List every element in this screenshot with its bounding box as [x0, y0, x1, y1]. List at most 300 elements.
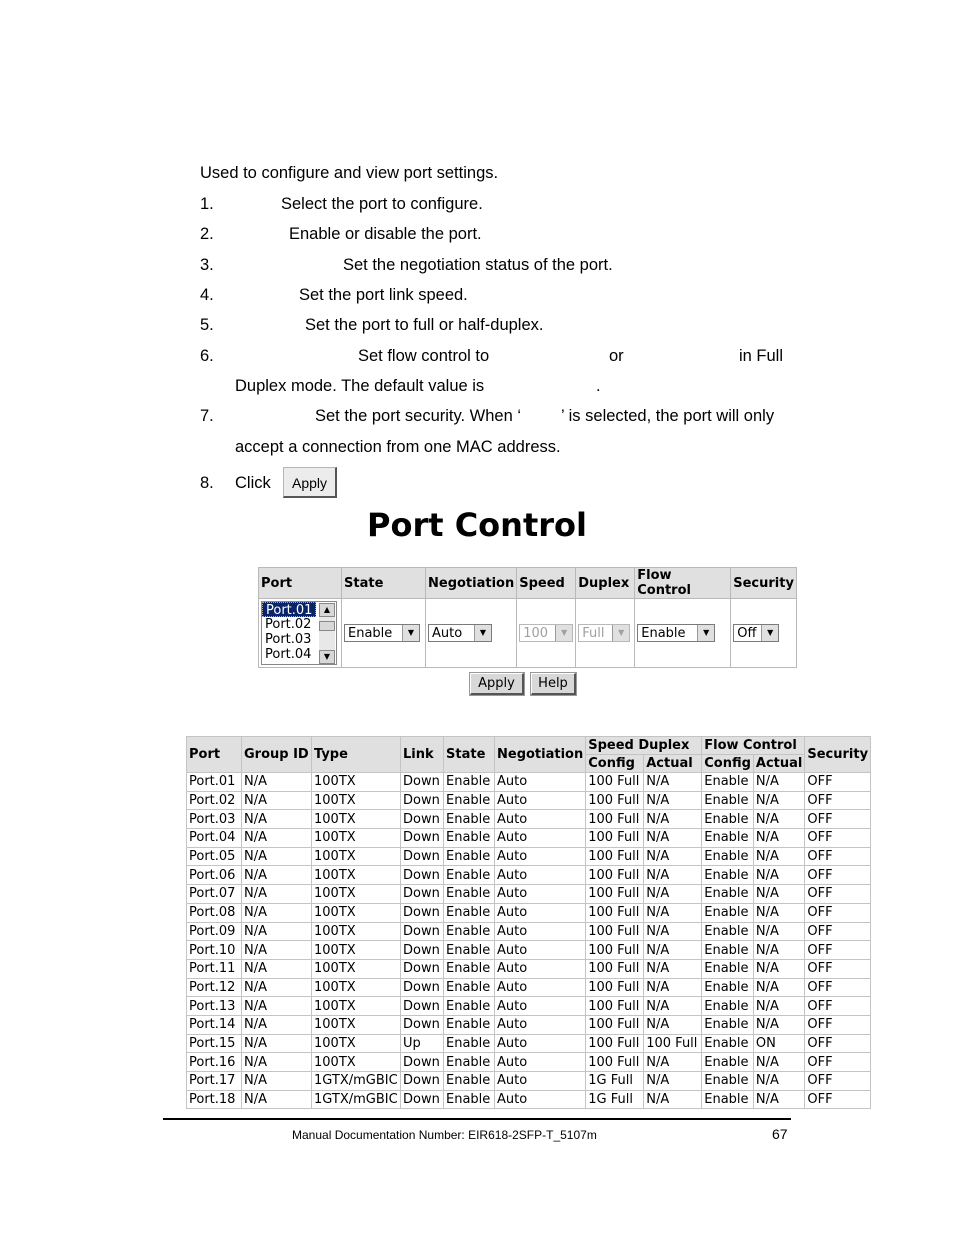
cell-port: Port.15 [187, 1034, 242, 1053]
chevron-down-icon[interactable]: ▼ [612, 625, 629, 641]
table-row [187, 847, 871, 866]
cell-security: OFF [805, 941, 871, 960]
step-5-number: 5. [200, 316, 214, 334]
speed-select-value: 100 [523, 625, 549, 641]
cell-speed-actual: N/A [644, 810, 702, 829]
cell-negotiation: Auto [495, 847, 586, 866]
step-3-text: Set the negotiation status of the port. [343, 256, 613, 274]
cell-speed-actual: N/A [644, 1053, 702, 1072]
port-option[interactable]: Port.04 [265, 647, 312, 662]
header-security: Security [731, 568, 797, 599]
cell-negotiation: Auto [495, 903, 586, 922]
step-7-number: 7. [200, 407, 214, 425]
cell-link: Down [401, 1072, 444, 1091]
cell-link: Down [401, 829, 444, 848]
security-cell [731, 599, 797, 668]
cell-group-id: N/A [242, 1053, 312, 1072]
table-row [187, 997, 871, 1016]
cell-state: Enable [444, 1072, 495, 1091]
cell-speed-config: 100 Full [586, 885, 644, 904]
cell-flow-config: Enable [702, 866, 754, 885]
cell-negotiation: Auto [495, 885, 586, 904]
cell-flow-config: Enable [702, 959, 754, 978]
cell-type: 100TX [312, 903, 401, 922]
intro-text: Used to configure and view port settings. [200, 164, 499, 182]
header-flow-control: Flow Control [635, 568, 731, 599]
cell-flow-actual: N/A [753, 1090, 804, 1109]
port-list-cell [259, 599, 342, 668]
cell-group-id: N/A [242, 791, 312, 810]
step-1-number: 1. [200, 195, 214, 213]
cell-security: OFF [805, 922, 871, 941]
cell-speed-config: 100 Full [586, 1053, 644, 1072]
cell-speed-config: 100 Full [586, 959, 644, 978]
cell-speed-config: 100 Full [586, 866, 644, 885]
cell-type: 100TX [312, 997, 401, 1016]
cell-speed-actual: N/A [644, 941, 702, 960]
step-4-number: 4. [200, 286, 214, 304]
cell-negotiation: Auto [495, 829, 586, 848]
step-4-text: Set the port link speed. [299, 286, 468, 304]
footer-divider [163, 1118, 791, 1120]
cell-state: Enable [444, 847, 495, 866]
cell-speed-actual: N/A [644, 959, 702, 978]
cell-negotiation: Auto [495, 773, 586, 792]
cell-group-id: N/A [242, 885, 312, 904]
cell-port: Port.11 [187, 959, 242, 978]
duplex-select[interactable] [578, 624, 630, 642]
apply-button[interactable]: Apply [470, 673, 524, 695]
table-row [187, 959, 871, 978]
cell-negotiation: Auto [495, 941, 586, 960]
cell-speed-config: 100 Full [586, 997, 644, 1016]
cell-flow-actual: N/A [753, 978, 804, 997]
cell-port: Port.17 [187, 1072, 242, 1091]
step-6-text-c: in Full [739, 347, 784, 365]
cell-state: Enable [444, 941, 495, 960]
cell-speed-config: 1G Full [586, 1090, 644, 1109]
cell-port: Port.05 [187, 847, 242, 866]
cell-negotiation: Auto [495, 810, 586, 829]
cell-speed-actual: N/A [644, 773, 702, 792]
cell-flow-config: Enable [702, 1053, 754, 1072]
cell-speed-config: 100 Full [586, 903, 644, 922]
header-link: Link [401, 737, 444, 773]
step-8-text: Click [235, 474, 271, 492]
cell-type: 100TX [312, 885, 401, 904]
cell-group-id: N/A [242, 922, 312, 941]
speed-select[interactable] [519, 624, 573, 642]
cell-speed-actual: N/A [644, 1072, 702, 1091]
cell-state: Enable [444, 866, 495, 885]
cell-negotiation: Auto [495, 791, 586, 810]
cell-speed-actual: N/A [644, 866, 702, 885]
cell-flow-config: Enable [702, 791, 754, 810]
header-type: Type [312, 737, 401, 773]
cell-negotiation: Auto [495, 959, 586, 978]
cell-port: Port.09 [187, 922, 242, 941]
header-state: State [342, 568, 426, 599]
cell-state: Enable [444, 773, 495, 792]
cell-port: Port.12 [187, 978, 242, 997]
cell-flow-config: Enable [702, 997, 754, 1016]
cell-flow-actual: N/A [753, 866, 804, 885]
cell-negotiation: Auto [495, 997, 586, 1016]
table-row [187, 1053, 871, 1072]
help-button[interactable]: Help [531, 673, 576, 695]
cell-security: OFF [805, 847, 871, 866]
cell-link: Down [401, 885, 444, 904]
cell-group-id: N/A [242, 773, 312, 792]
table-row [187, 773, 871, 792]
cell-group-id: N/A [242, 810, 312, 829]
table-row [187, 866, 871, 885]
cell-state: Enable [444, 1034, 495, 1053]
scroll-thumb[interactable] [319, 621, 335, 631]
footer-doc-number: Manual Documentation Number: EIR618-2SFP-T_5107m [292, 1128, 597, 1142]
cell-flow-config: Enable [702, 847, 754, 866]
cell-state: Enable [444, 922, 495, 941]
cell-link: Down [401, 810, 444, 829]
cell-link: Down [401, 866, 444, 885]
step-6-text-b: or [609, 347, 624, 365]
cell-type: 100TX [312, 829, 401, 848]
header-duplex: Duplex [576, 568, 635, 599]
cell-negotiation: Auto [495, 1090, 586, 1109]
cell-security: OFF [805, 1072, 871, 1091]
cell-negotiation: Auto [495, 922, 586, 941]
cell-speed-config: 100 Full [586, 978, 644, 997]
cell-link: Down [401, 922, 444, 941]
cell-port: Port.07 [187, 885, 242, 904]
header-speed-actual: Actual [644, 755, 702, 773]
step-2-text: Enable or disable the port. [289, 225, 482, 243]
negotiation-cell [426, 599, 517, 668]
table-row [187, 810, 871, 829]
cell-flow-actual: N/A [753, 1015, 804, 1034]
cell-security: OFF [805, 829, 871, 848]
table-row [187, 791, 871, 810]
chevron-down-icon[interactable]: ▼ [402, 625, 419, 641]
cell-type: 100TX [312, 773, 401, 792]
cell-speed-config: 100 Full [586, 829, 644, 848]
page-number: 67 [772, 1126, 788, 1142]
cell-type: 100TX [312, 810, 401, 829]
step-6-text-d: Duplex mode. The default value is [235, 377, 485, 395]
duplex-cell [576, 599, 635, 668]
cell-flow-config: Enable [702, 773, 754, 792]
cell-flow-config: Enable [702, 922, 754, 941]
chevron-down-icon[interactable]: ▼ [555, 625, 572, 641]
header-speed: Speed [517, 568, 576, 599]
cell-negotiation: Auto [495, 1015, 586, 1034]
cell-port: Port.03 [187, 810, 242, 829]
cell-flow-config: Enable [702, 903, 754, 922]
chevron-down-icon[interactable]: ▼ [697, 625, 714, 641]
cell-speed-actual: N/A [644, 1015, 702, 1034]
table-row [187, 1015, 871, 1034]
table-row [187, 1072, 871, 1091]
port-status-rows [187, 773, 871, 1109]
cell-group-id: N/A [242, 978, 312, 997]
cell-group-id: N/A [242, 1015, 312, 1034]
table-row [187, 829, 871, 848]
cell-speed-config: 1G Full [586, 1072, 644, 1091]
flow-control-cell [635, 599, 731, 668]
cell-state: Enable [444, 885, 495, 904]
cell-flow-actual: N/A [753, 959, 804, 978]
cell-port: Port.06 [187, 866, 242, 885]
cell-security: OFF [805, 1090, 871, 1109]
cell-link: Down [401, 997, 444, 1016]
cell-security: OFF [805, 773, 871, 792]
table-row [187, 1090, 871, 1109]
cell-speed-actual: 100 Full [644, 1034, 702, 1053]
cell-link: Down [401, 847, 444, 866]
chevron-down-icon[interactable]: ▼ [474, 625, 491, 641]
step-7-text-a: Set the port security. When ‘ [315, 407, 522, 425]
cell-security: OFF [805, 959, 871, 978]
scroll-down-arrow-icon[interactable]: ▼ [319, 650, 335, 664]
cell-port: Port.10 [187, 941, 242, 960]
cell-link: Up [401, 1034, 444, 1053]
cell-state: Enable [444, 810, 495, 829]
cell-state: Enable [444, 959, 495, 978]
cell-port: Port.08 [187, 903, 242, 922]
chevron-down-icon[interactable]: ▼ [761, 625, 778, 641]
header-flow-actual: Actual [753, 755, 804, 773]
cell-flow-config: Enable [702, 1015, 754, 1034]
apply-button-illustration[interactable]: Apply [283, 467, 337, 498]
cell-security: OFF [805, 866, 871, 885]
cell-state: Enable [444, 1015, 495, 1034]
cell-port: Port.16 [187, 1053, 242, 1072]
cell-link: Down [401, 903, 444, 922]
cell-flow-actual: N/A [753, 1053, 804, 1072]
header-group-id: Group ID [242, 737, 312, 773]
cell-flow-actual: N/A [753, 885, 804, 904]
cell-type: 1GTX/mGBIC [312, 1072, 401, 1091]
cell-negotiation: Auto [495, 978, 586, 997]
cell-speed-actual: N/A [644, 922, 702, 941]
cell-speed-config: 100 Full [586, 810, 644, 829]
cell-security: OFF [805, 978, 871, 997]
port-status-table [186, 736, 871, 1109]
table-row [187, 885, 871, 904]
header-speed-duplex: Speed Duplex [586, 737, 702, 755]
step-7-text-b: ’ is selected, the port will only [561, 407, 775, 425]
cell-flow-actual: N/A [753, 810, 804, 829]
cell-link: Down [401, 959, 444, 978]
cell-port: Port.01 [187, 773, 242, 792]
cell-port: Port.04 [187, 829, 242, 848]
cell-security: OFF [805, 791, 871, 810]
cell-flow-config: Enable [702, 885, 754, 904]
cell-security: OFF [805, 1015, 871, 1034]
cell-port: Port.14 [187, 1015, 242, 1034]
cell-flow-actual: N/A [753, 773, 804, 792]
cell-link: Down [401, 1053, 444, 1072]
security-select-value: Off [737, 625, 757, 641]
cell-speed-config: 100 Full [586, 941, 644, 960]
step-6-text-e: . [596, 377, 601, 395]
cell-speed-actual: N/A [644, 829, 702, 848]
cell-state: Enable [444, 997, 495, 1016]
step-7-text-c: accept a connection from one MAC address. [235, 438, 561, 456]
cell-type: 100TX [312, 1034, 401, 1053]
cell-speed-config: 100 Full [586, 922, 644, 941]
cell-group-id: N/A [242, 1072, 312, 1091]
port-option-selected[interactable]: Port.01 [262, 602, 316, 617]
security-select[interactable] [733, 624, 779, 642]
port-listbox[interactable] [261, 601, 337, 665]
cell-flow-actual: N/A [753, 922, 804, 941]
port-control-title: Port Control [367, 506, 587, 544]
cell-port: Port.02 [187, 791, 242, 810]
cell-flow-actual: N/A [753, 847, 804, 866]
cell-speed-config: 100 Full [586, 1034, 644, 1053]
cell-group-id: N/A [242, 1090, 312, 1109]
port-option[interactable]: Port.03 [265, 632, 312, 647]
cell-security: OFF [805, 903, 871, 922]
cell-flow-config: Enable [702, 978, 754, 997]
state-select-value: Enable [348, 625, 393, 641]
cell-flow-actual: N/A [753, 791, 804, 810]
step-3-number: 3. [200, 256, 214, 274]
cell-speed-config: 100 Full [586, 791, 644, 810]
cell-speed-config: 100 Full [586, 847, 644, 866]
cell-flow-config: Enable [702, 1072, 754, 1091]
header-state: State [444, 737, 495, 773]
cell-security: OFF [805, 885, 871, 904]
header-negotiation: Negotiation [495, 737, 586, 773]
step-2-number: 2. [200, 225, 214, 243]
cell-link: Down [401, 773, 444, 792]
cell-link: Down [401, 941, 444, 960]
cell-group-id: N/A [242, 903, 312, 922]
state-select[interactable] [344, 624, 420, 642]
cell-flow-actual: N/A [753, 829, 804, 848]
cell-state: Enable [444, 791, 495, 810]
cell-negotiation: Auto [495, 1053, 586, 1072]
state-cell [342, 599, 426, 668]
cell-negotiation: Auto [495, 1034, 586, 1053]
cell-speed-actual: N/A [644, 847, 702, 866]
port-control-table [258, 567, 797, 668]
cell-negotiation: Auto [495, 1072, 586, 1091]
cell-speed-actual: N/A [644, 791, 702, 810]
step-8-number: 8. [200, 474, 214, 492]
header-negotiation: Negotiation [426, 568, 517, 599]
step-6-text-a: Set flow control to [358, 347, 490, 365]
header-security: Security [805, 737, 871, 773]
cell-state: Enable [444, 1090, 495, 1109]
header-port: Port [187, 737, 242, 773]
cell-speed-actual: N/A [644, 978, 702, 997]
cell-speed-actual: N/A [644, 885, 702, 904]
cell-type: 100TX [312, 791, 401, 810]
port-option[interactable]: Port.02 [265, 617, 312, 632]
cell-flow-config: Enable [702, 1034, 754, 1053]
cell-group-id: N/A [242, 997, 312, 1016]
cell-link: Down [401, 1090, 444, 1109]
cell-flow-actual: ON [753, 1034, 804, 1053]
cell-link: Down [401, 978, 444, 997]
cell-type: 100TX [312, 959, 401, 978]
scroll-up-arrow-icon[interactable]: ▲ [319, 603, 335, 617]
table-row [187, 903, 871, 922]
cell-speed-actual: N/A [644, 997, 702, 1016]
cell-speed-config: 100 Full [586, 773, 644, 792]
cell-state: Enable [444, 978, 495, 997]
step-5-text: Set the port to full or half-duplex. [305, 316, 544, 334]
cell-flow-config: Enable [702, 829, 754, 848]
table-row [187, 922, 871, 941]
cell-type: 100TX [312, 978, 401, 997]
speed-cell [517, 599, 576, 668]
step-1-text: Select the port to configure. [281, 195, 483, 213]
duplex-select-value: Full [582, 625, 605, 641]
port-list-scrollbar[interactable] [319, 603, 335, 664]
cell-security: OFF [805, 1053, 871, 1072]
header-flow-config: Config [702, 755, 754, 773]
negotiation-select-value: Auto [432, 625, 463, 641]
cell-flow-config: Enable [702, 810, 754, 829]
cell-flow-actual: N/A [753, 941, 804, 960]
table-row [187, 1034, 871, 1053]
cell-group-id: N/A [242, 941, 312, 960]
cell-flow-actual: N/A [753, 997, 804, 1016]
cell-speed-actual: N/A [644, 1090, 702, 1109]
cell-type: 100TX [312, 922, 401, 941]
flow-control-select[interactable] [637, 624, 715, 642]
cell-state: Enable [444, 903, 495, 922]
table-row [187, 978, 871, 997]
header-speed-config: Config [586, 755, 644, 773]
cell-port: Port.13 [187, 997, 242, 1016]
cell-flow-config: Enable [702, 941, 754, 960]
cell-state: Enable [444, 829, 495, 848]
cell-speed-actual: N/A [644, 903, 702, 922]
cell-type: 100TX [312, 1053, 401, 1072]
cell-type: 100TX [312, 847, 401, 866]
cell-group-id: N/A [242, 959, 312, 978]
step-6-number: 6. [200, 347, 214, 365]
cell-state: Enable [444, 1053, 495, 1072]
cell-type: 100TX [312, 866, 401, 885]
cell-flow-config: Enable [702, 1090, 754, 1109]
cell-negotiation: Auto [495, 866, 586, 885]
cell-group-id: N/A [242, 847, 312, 866]
cell-group-id: N/A [242, 1034, 312, 1053]
negotiation-select[interactable] [428, 624, 492, 642]
cell-flow-actual: N/A [753, 1072, 804, 1091]
cell-security: OFF [805, 997, 871, 1016]
cell-link: Down [401, 791, 444, 810]
cell-speed-config: 100 Full [586, 1015, 644, 1034]
cell-port: Port.18 [187, 1090, 242, 1109]
flow-control-select-value: Enable [641, 625, 686, 641]
cell-group-id: N/A [242, 829, 312, 848]
cell-security: OFF [805, 1034, 871, 1053]
table-row [187, 941, 871, 960]
cell-type: 100TX [312, 941, 401, 960]
cell-link: Down [401, 1015, 444, 1034]
header-port: Port [259, 568, 342, 599]
cell-security: OFF [805, 810, 871, 829]
cell-type: 1GTX/mGBIC [312, 1090, 401, 1109]
cell-group-id: N/A [242, 866, 312, 885]
